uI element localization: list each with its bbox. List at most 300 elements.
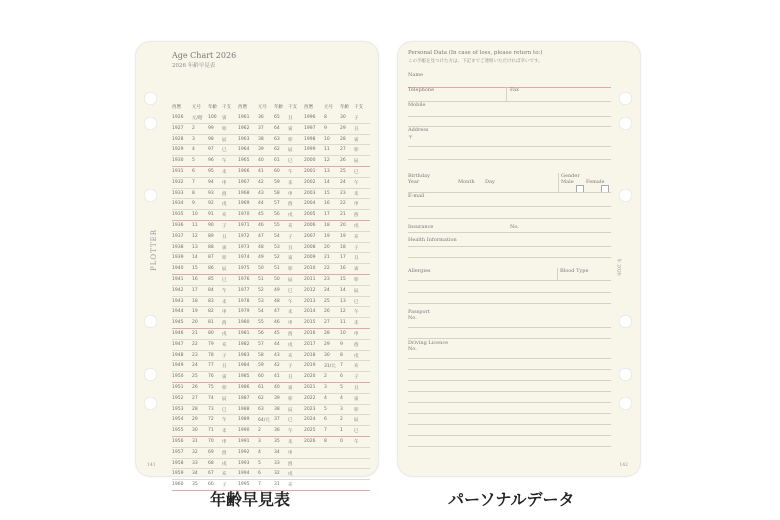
table-cell: 31	[274, 482, 280, 488]
table-cell: 53	[274, 244, 280, 250]
table-cell: 28	[340, 136, 346, 142]
table-cell: 14	[192, 255, 198, 261]
table-cell: 15	[192, 266, 198, 272]
table-cell: 24	[192, 363, 198, 369]
table-cell: 42	[258, 179, 264, 185]
table-cell: 17	[340, 255, 346, 261]
table-cell: 亥	[288, 353, 293, 359]
table-cell: 午	[222, 159, 227, 165]
table-cell: 10	[192, 212, 198, 218]
table-cell: 57	[274, 201, 280, 207]
table-cell: 戌	[222, 332, 227, 337]
table-cell: 酉	[222, 450, 227, 456]
table-row-rule	[172, 317, 370, 318]
table-cell: 1936	[172, 223, 184, 228]
table-cell: 午	[222, 418, 227, 424]
table-cell: 卯	[288, 137, 293, 143]
email-label: E-mail	[408, 193, 425, 199]
brand-label: PLOTTER	[149, 229, 158, 271]
table-cell: 巳	[222, 407, 227, 413]
table-cell: 80	[208, 331, 214, 336]
table-cell: 33	[192, 460, 198, 466]
table-cell: 20	[192, 320, 198, 326]
address-line	[408, 146, 611, 147]
table-cell: 寅	[222, 116, 227, 121]
table-cell: 35	[274, 439, 280, 444]
table-cell: 子	[288, 234, 293, 240]
table-cell: 申	[222, 310, 227, 316]
table-cell: 2012	[304, 287, 316, 293]
table-cell: 84	[208, 287, 214, 293]
table-cell: 88	[208, 244, 214, 250]
table-cell: 1997	[304, 125, 316, 131]
table-cell: 52	[274, 255, 280, 261]
table-cell: 1989	[238, 417, 250, 423]
table-cell: 53	[258, 298, 264, 304]
rule	[408, 391, 611, 392]
table-cell: 52	[258, 287, 264, 293]
table-cell: 27	[192, 395, 198, 401]
table-cell: 44	[274, 341, 280, 347]
table-cell: 1964	[238, 147, 250, 153]
table-cell: 30	[324, 352, 330, 358]
table-cell: 43	[274, 352, 280, 358]
table-cell: 9	[192, 201, 195, 207]
table-cell: 8	[324, 439, 327, 444]
table-cell: 74	[208, 395, 214, 401]
table-cell: 辰	[288, 278, 293, 283]
table-cell: 4	[324, 395, 327, 401]
table-cell: 25	[324, 298, 330, 304]
table-cell: 7	[324, 428, 327, 434]
table-cell: 1971	[238, 223, 250, 228]
table-cell: 58	[258, 352, 264, 358]
table-cell: 申	[288, 321, 293, 327]
table-cell: 1975	[238, 266, 250, 272]
table-cell: 子	[354, 116, 359, 121]
table-cell: 2025	[304, 428, 316, 434]
table-cell: 子	[222, 224, 227, 229]
table-cell: 午	[288, 170, 293, 175]
table-row-rule	[172, 274, 370, 275]
table-cell: 1955	[172, 428, 184, 434]
table-cell: 91	[208, 212, 214, 218]
health-line	[408, 257, 611, 258]
table-cell: 15	[324, 190, 330, 196]
table-row-rule	[172, 188, 370, 189]
table-cell: 巳	[222, 278, 227, 283]
table-cell: 37	[258, 125, 264, 131]
table-cell: 73	[208, 406, 214, 412]
table-cell: 38	[274, 406, 280, 412]
table-cell: 10	[340, 331, 346, 336]
rule	[408, 402, 611, 403]
table-cell: 18	[192, 298, 198, 304]
mobile-line	[408, 116, 611, 117]
table-cell: 2005	[304, 212, 316, 218]
table-cell: 6	[258, 471, 261, 477]
table-cell: 寅	[354, 137, 359, 143]
table-cell: 23	[324, 277, 330, 282]
table-cell: 巳	[354, 299, 359, 305]
table-cell: 6	[324, 417, 327, 423]
column-header: 干支	[288, 105, 297, 110]
table-cell: 4	[192, 147, 195, 153]
table-cell: 辰	[288, 148, 293, 154]
table-cell: 1941	[172, 277, 184, 282]
table-cell: 亥	[354, 234, 359, 240]
table-cell: 寅	[288, 386, 293, 391]
binder-hole	[619, 368, 632, 381]
table-cell: 55	[274, 223, 280, 228]
table-cell: 56	[274, 212, 280, 218]
table-cell: 1988	[238, 406, 250, 412]
table-cell: 98	[208, 136, 214, 142]
table-cell: 75	[208, 385, 214, 390]
table-cell: 1926	[172, 115, 184, 120]
age-chart-subtitle: 2026 年齢早見表	[172, 63, 216, 69]
binder-hole	[619, 92, 632, 105]
gender-label: Gender	[561, 173, 580, 179]
table-cell: 45	[258, 212, 264, 218]
table-cell: 92	[208, 201, 214, 207]
allergies-label: Allergies	[408, 268, 431, 274]
table-cell: 1968	[238, 190, 250, 196]
mobile-label: Mobile	[408, 102, 426, 108]
fax-label: Fax	[510, 87, 519, 93]
telephone-label: Telephone	[408, 87, 435, 93]
table-cell: 1995	[238, 482, 250, 488]
rule	[408, 424, 611, 425]
table-cell: 寅	[222, 375, 227, 381]
table-cell: 12	[192, 233, 198, 239]
address-label: Address	[408, 127, 429, 133]
table-cell: 戌	[354, 224, 359, 229]
table-cell: 子	[222, 353, 227, 359]
rule	[408, 292, 611, 293]
table-cell: 26	[324, 309, 330, 315]
table-cell: 44	[258, 201, 264, 207]
table-row-rule	[172, 231, 370, 232]
column-header: 元号	[258, 105, 267, 110]
table-cell: 93	[208, 190, 214, 196]
table-cell: 巳	[288, 418, 293, 424]
table-cell: 13	[324, 169, 330, 174]
table-cell: 1935	[172, 212, 184, 218]
table-cell: 丑	[354, 386, 359, 391]
table-cell: 辰	[288, 407, 293, 413]
table-cell: 巳	[354, 429, 359, 435]
table-cell: 97	[208, 147, 214, 153]
table-cell: 63	[274, 136, 280, 142]
column-header: 元号	[324, 105, 333, 110]
day-label: Day	[485, 179, 495, 185]
table-cell: 1960	[172, 482, 184, 488]
table-cell: 酉	[288, 461, 293, 467]
table-cell: 1928	[172, 136, 184, 142]
table-cell: 1948	[172, 352, 184, 358]
licence-no-label: No.	[408, 346, 417, 352]
table-row-rule	[172, 339, 370, 340]
table-cell: 戌	[222, 202, 227, 208]
table-cell: 申	[222, 180, 227, 186]
email-line	[408, 206, 611, 207]
table-cell: 46	[258, 223, 264, 228]
table-cell: 8	[324, 115, 327, 120]
table-cell: 1954	[172, 417, 184, 423]
table-cell: 午	[288, 299, 293, 305]
table-cell: 4	[258, 449, 261, 455]
table-cell: 70	[208, 439, 214, 444]
table-cell: 1940	[172, 266, 184, 272]
table-cell: 1992	[238, 449, 250, 455]
binder-hole	[144, 315, 157, 328]
table-cell: 卯	[222, 386, 227, 391]
insurance-label: Insurance	[408, 224, 434, 230]
table-cell: 1947	[172, 341, 184, 347]
table-cell: 2022	[304, 395, 316, 401]
table-cell: 20	[340, 223, 346, 228]
table-cell: 巳	[288, 288, 293, 294]
table-cell: 34	[192, 471, 198, 477]
table-cell: 1967	[238, 179, 250, 185]
table-cell: 1943	[172, 298, 184, 304]
table-cell: 62	[274, 147, 280, 153]
table-cell: 子	[354, 245, 359, 251]
table-row-rule	[172, 144, 370, 145]
table-cell: 酉	[222, 191, 227, 197]
table-cell: 1929	[172, 147, 184, 153]
table-cell: 1973	[238, 244, 250, 250]
table-cell: 1987	[238, 395, 250, 401]
table-cell: 2006	[304, 223, 316, 228]
table-cell: 2013	[304, 298, 316, 304]
table-cell: 丑	[354, 126, 359, 132]
table-cell: 48	[258, 244, 264, 250]
table-cell: 1939	[172, 255, 184, 261]
table-cell: 5	[324, 406, 327, 412]
table-cell: 1984	[238, 363, 250, 369]
table-cell: 54	[258, 309, 264, 315]
table-cell: 21	[340, 212, 346, 218]
table-cell: 79	[208, 341, 214, 347]
table-cell: 巳	[354, 170, 359, 175]
passport-label: Passport	[408, 309, 430, 315]
table-cell: 26	[340, 158, 346, 164]
male-label: Male	[561, 179, 574, 185]
table-cell: 12	[340, 309, 346, 315]
insurance-line	[408, 232, 611, 233]
table-cell: 戌	[288, 213, 293, 219]
rule	[408, 126, 611, 127]
table-cell: 1	[340, 428, 343, 434]
table-cell: 1970	[238, 212, 250, 218]
table-cell: 2021	[304, 385, 316, 390]
binder-hole	[144, 189, 157, 202]
rule	[408, 218, 611, 219]
table-cell: 2014	[304, 309, 316, 315]
table-cell: 25	[340, 169, 346, 174]
table-cell: 65	[274, 115, 280, 120]
table-cell: 34	[274, 449, 280, 455]
table-cell: 11	[340, 320, 346, 326]
table-cell: 子	[222, 483, 227, 489]
table-cell: 申	[222, 440, 227, 445]
table-cell: 丑	[222, 234, 227, 240]
table-cell: 10	[324, 136, 330, 142]
table-cell: 39	[258, 147, 264, 153]
month-label: Month	[458, 179, 475, 185]
table-cell: 77	[208, 363, 214, 369]
licence-label: Driving Licence	[408, 340, 449, 346]
rule	[408, 413, 611, 414]
table-cell: 丑	[288, 375, 293, 381]
table-cell: 1930	[172, 158, 184, 164]
table-cell: 申	[288, 191, 293, 197]
table-cell: 95	[208, 169, 214, 174]
table-cell: 1949	[172, 363, 184, 369]
table-cell: 40	[258, 158, 264, 164]
table-cell: 15	[340, 277, 346, 282]
name-label: Name	[408, 72, 424, 78]
table-cell: 1951	[172, 385, 184, 390]
table-cell: 卯	[354, 148, 359, 154]
table-cell: 戌	[288, 472, 293, 478]
table-cell: 未	[288, 310, 293, 316]
table-cell: 48	[274, 298, 280, 304]
table-cell: 1932	[172, 179, 184, 185]
table-cell: 4	[340, 395, 343, 401]
table-cell: 2008	[304, 244, 316, 250]
table-cell: 6	[192, 169, 195, 174]
table-cell: 7	[340, 363, 343, 369]
table-cell: 16	[340, 266, 346, 272]
table-cell: 2000	[304, 158, 316, 164]
table-cell: 43	[258, 190, 264, 196]
binder-hole	[144, 368, 157, 381]
table-cell: 5	[340, 385, 343, 390]
table-cell: 5	[192, 158, 195, 164]
table-cell: 亥	[354, 364, 359, 370]
table-cell: 卯	[354, 278, 359, 283]
table-cell: 亥	[222, 472, 227, 478]
table-cell: 59	[258, 363, 264, 369]
table-cell: 51	[274, 266, 280, 272]
female-label: Female	[586, 179, 605, 185]
table-cell: 2024	[304, 417, 316, 423]
table-cell: 41	[274, 374, 280, 380]
table-cell: 酉	[288, 202, 293, 208]
table-cell: 67	[208, 471, 214, 477]
table-cell: 69	[208, 449, 214, 455]
table-cell: 丑	[288, 116, 293, 121]
table-cell: 2023	[304, 406, 316, 412]
table-cell: 辰	[354, 418, 359, 424]
table-cell: 2009	[304, 255, 316, 261]
table-cell: 41	[258, 169, 264, 174]
table-cell: 丑	[354, 256, 359, 262]
table-cell: 1999	[304, 147, 316, 153]
table-cell: 46	[274, 320, 280, 326]
table-cell: 午	[354, 440, 359, 445]
table-row-rule	[172, 263, 370, 264]
address-line	[408, 159, 611, 160]
table-cell: 申	[354, 202, 359, 208]
table-cell: 午	[354, 310, 359, 316]
table-cell: 子	[354, 375, 359, 381]
table-cell: 1982	[238, 341, 250, 347]
table-cell: 25	[192, 374, 198, 380]
table-cell: 90	[208, 223, 214, 228]
table-cell: 8	[340, 352, 343, 358]
table-cell: 17	[192, 287, 198, 293]
table-cell: 16	[192, 277, 198, 282]
table-row-rule	[172, 371, 370, 372]
table-cell: 2015	[304, 320, 316, 326]
table-cell: 1972	[238, 233, 250, 239]
table-cell: 卯	[288, 396, 293, 402]
table-cell: 亥	[288, 224, 293, 229]
table-cell: 1981	[238, 331, 250, 336]
table-cell: 32	[274, 471, 280, 477]
table-cell: 85	[208, 277, 214, 282]
postal-mark: 〒	[408, 135, 414, 141]
table-row-rule	[172, 209, 370, 210]
table-cell: 14	[340, 287, 346, 293]
table-cell: 36	[274, 428, 280, 434]
table-cell: 亥	[222, 342, 227, 348]
table-cell: 32	[192, 449, 198, 455]
divider	[506, 87, 507, 101]
table-cell: 2001	[304, 169, 316, 174]
table-cell: 23	[340, 190, 346, 196]
table-row-rule	[172, 285, 370, 286]
table-cell: 辰	[222, 137, 227, 143]
table-cell: 未	[354, 321, 359, 327]
table-row-rule	[172, 360, 370, 361]
table-cell: 56	[258, 331, 264, 336]
table-cell: 1991	[238, 439, 250, 444]
rule	[408, 303, 611, 304]
table-cell: 2020	[304, 374, 316, 380]
table-row-rule	[172, 177, 370, 178]
table-cell: 66	[208, 482, 214, 488]
table-cell: 60	[274, 169, 280, 174]
table-cell: 2026	[304, 439, 316, 444]
binder-hole	[619, 117, 632, 130]
insurance-no-label: No.	[510, 224, 519, 230]
table-cell: 14	[324, 179, 330, 185]
table-cell: 64	[274, 125, 280, 131]
table-cell: 81	[208, 320, 214, 326]
table-cell: 83	[208, 298, 214, 304]
table-cell: 89	[208, 233, 214, 239]
age-chart-caption: 年齢早見表	[210, 490, 291, 509]
table-cell: 31/元	[324, 364, 336, 370]
personal-data-subtitle: この手帳を見つけた方は、下記までご連絡いただければ幸いです。	[408, 59, 543, 64]
rule	[408, 446, 611, 447]
table-cell: 寅	[354, 396, 359, 402]
table-cell: 寅	[288, 256, 293, 262]
table-cell: 13	[340, 298, 346, 304]
table-cell: 2	[258, 428, 261, 434]
binder-hole	[619, 189, 632, 202]
table-cell: 1966	[238, 169, 250, 174]
table-cell: 2011	[304, 277, 316, 282]
table-cell: 酉	[354, 342, 359, 348]
table-cell: 94	[208, 179, 214, 185]
table-row-rule	[172, 393, 370, 394]
